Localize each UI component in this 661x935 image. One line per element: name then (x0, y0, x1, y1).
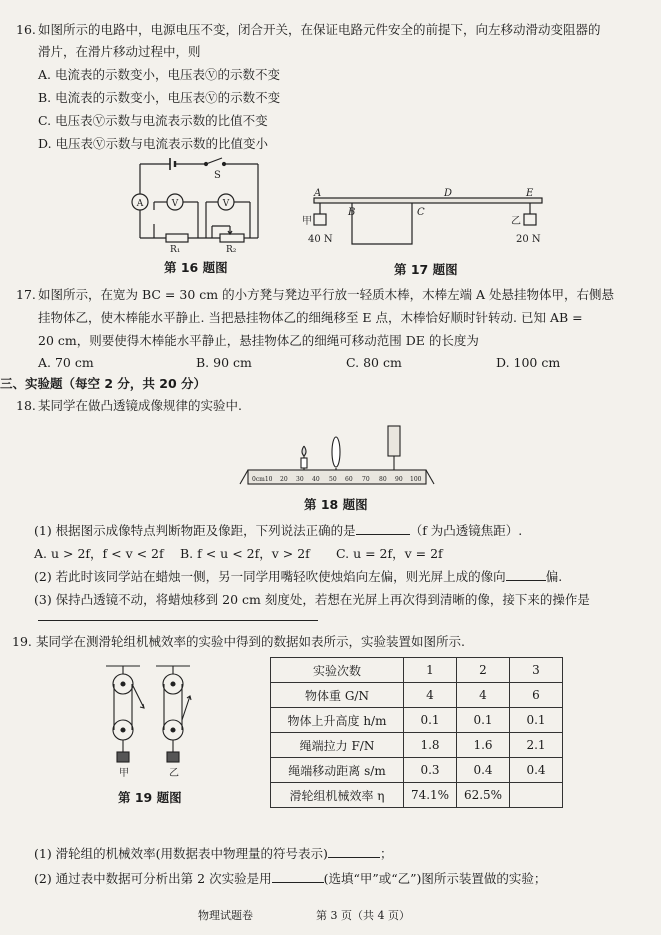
table-cell: 0.4 (457, 758, 510, 783)
r2-label: R₂ (226, 245, 237, 254)
bench-scale-30: 30 (296, 476, 304, 483)
table-cell-empty[interactable] (510, 783, 563, 808)
q19-sub1 (34, 846, 392, 862)
q18-sub1-option-c: C. u = 2f，v = 2f (336, 546, 443, 561)
point-a-label: A (314, 188, 322, 199)
table-cell: 74.1% (404, 783, 457, 808)
q19-sub2 (34, 871, 546, 887)
q17-option-b: B. 90 cm (196, 355, 252, 370)
q17-stem-line2: 挂物体乙，使木棒能水平静止. 当把悬挂物体乙的细绳移至 E 点，木棒恰好顺时针转动. 已知 AB = (38, 310, 583, 325)
voltmeter2-label: V (222, 199, 230, 209)
q18-sub1 (34, 523, 522, 539)
point-c-label: C (417, 207, 425, 218)
q16-option-d: D. 电压表Ⓥ示数与电流表示数的比值变小 (38, 136, 269, 151)
q19-sub1-tail: ； (379, 846, 393, 861)
q17-stem-line3: 20 cm，则要使得木棒能水平静止，悬挂物体乙的细绳可移动范围 DE 的长度为 (38, 333, 479, 348)
q17-option-a: A. 70 cm (38, 355, 94, 370)
table-row (271, 708, 563, 733)
point-b-label: B (348, 207, 356, 218)
bench-scale-60: 60 (345, 476, 353, 483)
table-cell: 4 (457, 683, 510, 708)
table-row (271, 758, 563, 783)
table-cell: 1.6 (457, 733, 510, 758)
q17-option-c: C. 80 cm (346, 355, 402, 370)
q19-number: 19. (12, 634, 32, 649)
table-cell: 滑轮组机械效率 η (271, 783, 404, 808)
switch-label: S (214, 170, 221, 181)
bench-scale-100: 100 (410, 476, 422, 483)
table-cell: 绳端移动距离 s/m (271, 758, 404, 783)
q18-figure-caption: 第 18 题图 (304, 497, 368, 512)
table-cell: 绳端拉力 F/N (271, 733, 404, 758)
table-cell: 物体重 G/N (271, 683, 404, 708)
table-cell: 0.1 (457, 708, 510, 733)
q18-intro: 某同学在做凸透镜成像规律的实验中. (38, 398, 242, 413)
q18-optical-bench-diagram (236, 420, 436, 492)
bench-scale-70: 70 (362, 476, 370, 483)
left-weight-label: 40 N (308, 234, 333, 245)
q16-option-a: A. 电流表的示数变小，电压表Ⓥ的示数不变 (38, 67, 280, 82)
table-cell: 0.4 (510, 758, 563, 783)
point-e-label: E (526, 188, 534, 199)
q18-sub3: (3) 保持凸透镜不动，将蜡烛移到 20 cm 刻度处，若想在光屏上再次得到清晰的像，接下来的操作是 (34, 592, 590, 607)
q18-number: 18. (16, 398, 36, 413)
bench-scale-0: 0cm10 (252, 476, 273, 483)
q17-number: 17. (16, 287, 36, 302)
q18-sub2 (34, 569, 562, 585)
table-cell: 0.1 (404, 708, 457, 733)
table-cell: 物体上升高度 h/m (271, 708, 404, 733)
q19-data-table (270, 657, 563, 808)
q18-sub1-text: (1) 根据图示成像特点判断物距及像距，下列说法正确的是 (34, 523, 356, 538)
pulley-left-label: 甲 (119, 768, 129, 779)
q19-sub1-text: (1) 滑轮组的机械效率(用数据表中物理量的符号表示) (34, 846, 328, 861)
table-cell: 1.8 (404, 733, 457, 758)
q16-option-b: B. 电流表的示数变小，电压表Ⓥ的示数不变 (38, 90, 281, 105)
bench-scale-40: 40 (312, 476, 320, 483)
q18-sub2-text: (2) 若此时该同学站在蜡烛一侧，另一同学用嘴轻吹使烛焰向左偏，则光屏上成的像向 (34, 569, 506, 584)
q18-sub2-blank[interactable] (506, 569, 546, 581)
q16-stem-line2: 滑片，在滑片移动过程中，则 (38, 44, 201, 59)
q18-sub3-answer-line[interactable] (38, 620, 318, 621)
q18-sub1-option-b: B. f < u < 2f，v > 2f (180, 546, 310, 561)
right-object-label: 乙 (511, 216, 521, 227)
q18-sub1-option-a: A. u > 2f，f < v < 2f (34, 546, 164, 561)
bench-scale-50: 50 (329, 476, 337, 483)
q16-circuit-diagram (118, 154, 268, 254)
table-cell: 4 (404, 683, 457, 708)
q16-option-c: C. 电压表Ⓥ示数与电流表示数的比值不变 (38, 113, 268, 128)
ammeter-label: A (136, 199, 144, 209)
table-cell: 0.3 (404, 758, 457, 783)
footer-page-number: 第 3 页（共 4 页） (316, 909, 410, 922)
voltmeter1-label: V (171, 199, 179, 209)
table-header-cell: 实验次数 (271, 658, 404, 683)
table-cell: 2.1 (510, 733, 563, 758)
q17-lever-diagram (302, 184, 552, 256)
q17-figure-caption: 第 17 题图 (394, 262, 458, 277)
footer-title: 物理试题卷 (198, 909, 253, 922)
q19-sub2-text: (2) 通过表中数据可分析出第 2 次实验是用 (34, 871, 272, 886)
q17-option-d: D. 100 cm (496, 355, 561, 370)
q16-number: 16. (16, 22, 36, 37)
right-weight-label: 20 N (516, 234, 541, 245)
q17-stem-line1: 如图所示，在宽为 BC = 30 cm 的小方凳与凳边平行放一轻质木棒，木棒左端 A 处悬挂物体甲，右侧悬 (38, 287, 615, 302)
bench-scale-20: 20 (280, 476, 288, 483)
table-row (271, 683, 563, 708)
q19-intro: 某同学在测滑轮组机械效率的实验中得到的数据如表所示，实验装置如图所示. (36, 634, 465, 649)
bench-scale-80: 80 (379, 476, 387, 483)
table-cell: 62.5% (457, 783, 510, 808)
q18-sub1-tail: （f 为凸透镜焦距）. (409, 523, 523, 538)
q19-sub2-blank[interactable] (272, 871, 324, 883)
table-row (271, 658, 563, 683)
q18-sub1-blank[interactable] (356, 523, 410, 535)
point-d-label: D (444, 188, 453, 199)
q18-sub2-tail: 偏. (545, 569, 563, 584)
table-row (271, 783, 563, 808)
bench-scale-90: 90 (395, 476, 403, 483)
q16-figure-caption: 第 16 题图 (164, 260, 228, 275)
section-3-heading: 三、实验题（每空 2 分，共 20 分） (0, 376, 207, 391)
q19-figure-caption: 第 19 题图 (118, 790, 182, 805)
pulley-right-label: 乙 (169, 768, 179, 779)
table-cell: 6 (510, 683, 563, 708)
q19-sub2-tail: (选填“甲”或“乙”)图所示装置做的实验； (323, 871, 547, 886)
q16-stem-line1: 如图所示的电路中，电源电压不变，闭合开关，在保证电路元件安全的前提下，向左移动滑动变阻器的 (38, 22, 601, 37)
r1-label: R₁ (170, 245, 181, 254)
table-row (271, 733, 563, 758)
table-header-cell: 3 (510, 658, 563, 683)
q19-sub1-blank[interactable] (328, 846, 380, 858)
q19-pulley-diagram (100, 662, 200, 782)
table-header-cell: 2 (457, 658, 510, 683)
left-object-label: 甲 (302, 216, 312, 227)
table-header-cell: 1 (404, 658, 457, 683)
table-cell: 0.1 (510, 708, 563, 733)
